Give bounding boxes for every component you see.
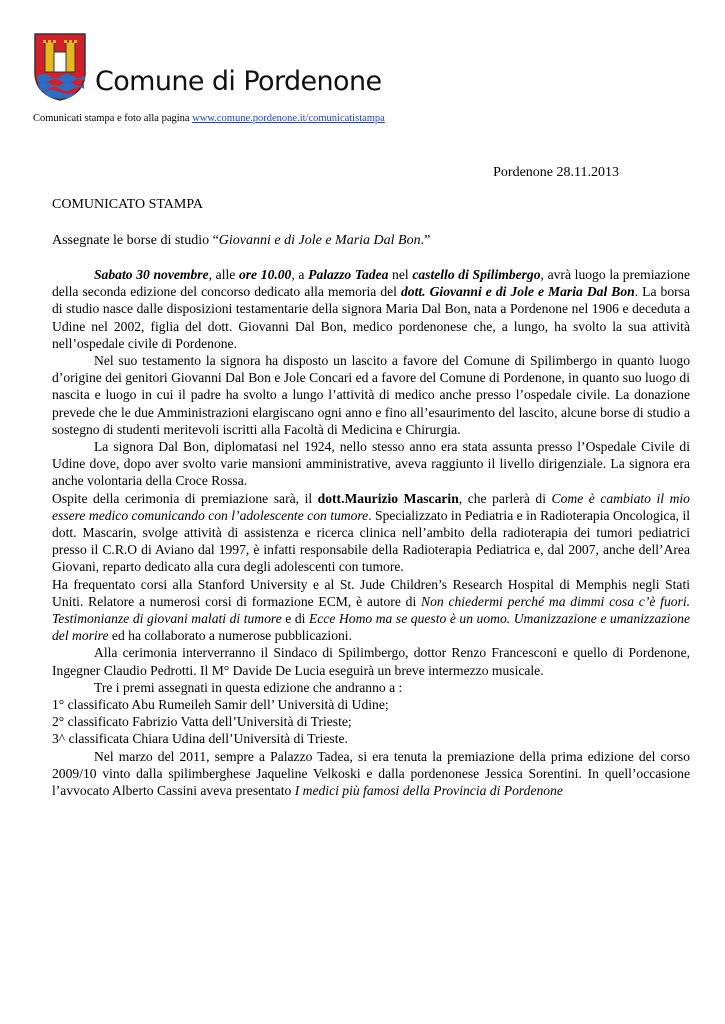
paragraph-7: Tre i premi assegnati in questa edizione che andranno a : [94, 679, 403, 695]
winner-2: 2° classificato Fabrizio Vatta dell’Università di Trieste; [52, 714, 352, 730]
document-body [52, 266, 690, 799]
press-prefix: Comunicati stampa e foto alla pagina [33, 113, 193, 124]
book-title: Non chiedermi perché ma dimmi cosa c’è fuori. Testimonianze di giovani malati di tumore [52, 593, 691, 627]
paragraph-8 [52, 748, 690, 800]
text-fragment: Nel marzo del 2011, sempre a Palazzo Tadea, si era tenuta la premiazione della prima edizione del corso 2009/10 vinto dalla spilimberghese Jaqueline Velkoski e dalla pordenonese Jessica Sorentini. In quell’occasione l’avvocato Alberto Cassini aveva presentato [52, 748, 690, 799]
winner-1: 1° classificato Abu Rumeileh Samir dell’ Università di Udine; [52, 697, 389, 713]
press-line [33, 113, 385, 124]
text-fragment: . La borsa di studio nasce dalle disposizioni testamentarie della signora Maria Dal Bon, nata a Pordenone nel 1906 e deceduta a Udine nel 2002, figlia del dott. Giovanni Dal Bon, medico pordenonese che, a lungo, ha svolto la sua attività nell’ospedale civile di Pordenone. [52, 284, 690, 351]
subject-title: Giovanni e di Jole e Maria Dal Bon [218, 233, 421, 248]
text-fragment: , avrà luogo la premiazione della seconda edizione del concorso dedicato alla memoria del [52, 267, 690, 300]
text-fragment: e di [281, 611, 309, 627]
event-time: ore 10.00 [238, 267, 292, 282]
paragraph-4 [52, 490, 690, 576]
paragraph-3: La signora Dal Bon, diplomatasi nel 1924, nello stesso anno era stata assunta presso l’Ospedale Civile di Udine dove, dopo aver svolto varie mansioni amministrative, aveva raggiunto il livello dirigenziale. La signora era anche volontaria della Croce Rossa. [52, 439, 690, 489]
press-link[interactable]: www.comune.pordenone.it/comunicatistampa [192, 113, 385, 124]
paragraph-5 [52, 576, 690, 645]
paragraph-6: Alla cerimonia interverranno il Sindaco di Spilimbergo, dottor Renzo Francesconi e quello di Pordenone, Ingegner Claudio Pedrotti. Il M° Davide De Lucia eseguirà un breve intermezzo musicale. [52, 645, 690, 678]
text-fragment: ed ha collaborato a numerose pubblicazioni. [108, 628, 352, 644]
guest-name: dott.Maurizio Mascarin [317, 490, 459, 506]
pordenone-crest-icon [33, 32, 87, 102]
book-title: Ecce Homo ma se questo è un uomo. Umanizzazione e umanizzazione del morire [52, 611, 690, 644]
event-venue: Palazzo Tadea [308, 267, 389, 282]
logo [33, 32, 382, 102]
book-title: I medici più famosi della Provincia di Pordenone [294, 783, 563, 799]
text-fragment: , a [291, 267, 309, 282]
event-castle: castello di Spilimbergo [412, 267, 541, 282]
comune-name: Comune di Pordenone [95, 66, 382, 97]
text-fragment: Ospite della cerimonia di premiazione sarà, il [52, 490, 318, 506]
winner-3: 3^ classificata Chiara Udina dell’Università di Trieste. [52, 731, 348, 747]
dedicatee-name: dott. Giovanni e di Jole e Maria Dal Bon [401, 284, 635, 300]
event-date: Sabato 30 novembre [94, 267, 209, 282]
text-fragment: , che parlerà di [458, 490, 552, 506]
text-fragment: , alle [208, 267, 239, 282]
document-date: Pordenone 28.11.2013 [493, 165, 619, 180]
talk-title: Come è cambiato il mio essere medico comunicando con l’adolescente con tumore [52, 490, 690, 523]
paragraph-1 [52, 266, 690, 352]
subject-prefix: Assegnate le borse di studio “ [52, 233, 219, 248]
text-fragment: nel [388, 267, 413, 282]
text-fragment: . Specializzato in Pediatria e in Radioterapia Oncologica, il dott. Mascarin, svolge attività di assistenza e ricerca clinica nell’ambito della radioterapia dei tumori pediatrici presso il C.R.O di Aviano dal 1997, è infatti responsabile della Radioterapia Pediatrica e, dal 2007, anche dell’Area Giovani, reparto dedicato alla cura degli adolescenti con tumore. [52, 507, 690, 575]
paragraph-2: Nel suo testamento la signora ha disposto un lascito a favore del Comune di Spilimbergo in quanto luogo d’origine dei genitori Giovanni Dal Bon e Jole Concari ed a favore del Comune di Pordenone, in quanto suo luogo di nascita e luogo in cui il padre ha svolto a lungo l’attività di medico anche presso l’ospedale civile. La donazione prevede che le due Amministrazioni elargiscano ogni anno e fino all’esaurimento del lascito, alcune borse di studio a sostegno di studenti meritevoli iscritti alla Facoltà di Medicina e Chirurgia. [52, 353, 690, 437]
document-heading: COMUNICATO STAMPA [52, 197, 203, 212]
text-fragment: Ha frequentato corsi alla Stanford University e al St. Jude Children’s Research Hospital di Memphis negli Stati Uniti. Relatore a numerosi corsi di formazione ECM, è autore di [52, 576, 690, 609]
document-subject [52, 233, 430, 249]
subject-suffix: .” [420, 233, 431, 248]
